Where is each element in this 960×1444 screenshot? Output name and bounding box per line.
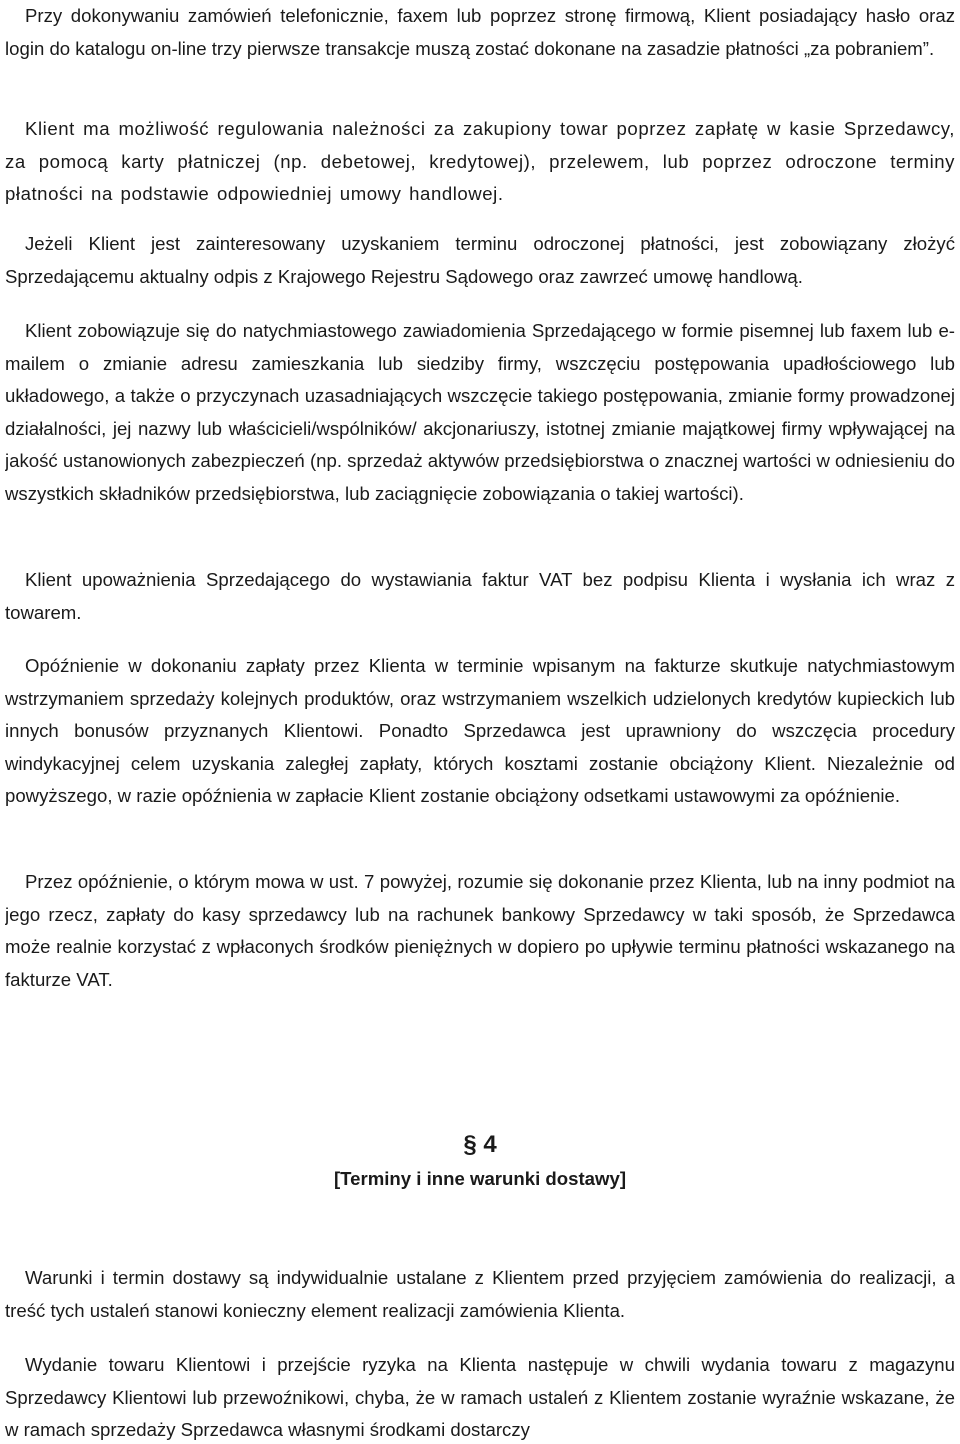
section-number: § 4 (463, 1131, 497, 1158)
document-page (5, 0, 955, 1444)
paragraph-payment-delay: Opóźnienie w dokonaniu zapłaty przez Klienta w terminie wpisanym na fakturze skutkuje natychmiastowym wstrzymaniem sprzedaży kolejnych produktów, oraz wstrzymaniem wszelkich udzielonych kredytów kupieckich lub innych bonusów przyznanych Klientowi. Ponadto Sprzedawca jest uprawniony do wszczęcia procedury windykacyjnej celem uzyskania zaległej zapłaty, których kosztami zostanie obciążony Klient. Niezależnie od powyższego, w razie opóźnienia w zapłacie Klient zostanie obciążony odsetkami ustawowymi za opóźnienie. (5, 655, 955, 807)
paragraph-delay-definition: Przez opóźnienie, o którym mowa w ust. 7 powyżej, rozumie się dokonanie przez Klienta, lub na inny podmiot na jego rzecz, zapłaty do kasy sprzedawcy lub na rachunek bankowy Sprzedawcy w taki sposób, że Sprzedawca może realnie korzystać z wpłaconych środków pieniężnych w dopiero po upływie terminu płatności wskazanego na fakturze VAT. (5, 871, 955, 990)
paragraph-deferred-payment: Jeżeli Klient jest zainteresowany uzyskaniem terminu odroczonej płatności, jest zobowiązany złożyć Sprzedającemu aktualny odpis z Krajowego Rejestru Sądowego oraz zawrzeć umowę handlową. (5, 233, 955, 287)
paragraph-delivery-terms: Warunki i termin dostawy są indywidualnie ustalane z Klientem przed przyjęciem zamówienia do realizacji, a treść tych ustaleń stanowi konieczny element realizacji zamówienia Klienta. (5, 1267, 955, 1321)
paragraph-vat-invoices: Klient upoważnienia Sprzedającego do wystawiania faktur VAT bez podpisu Klienta i wysłania ich wraz z towarem. (5, 569, 955, 623)
paragraph-payment-methods: Klient ma możliwość regulowania należności za zakupiony towar poprzez zapłatę w kasie Sprzedawcy, za pomocą karty płatniczej (np. debetowej, kredytowej), przelewem, lub poprzez odroczone terminy płatności na podstawie odpowiedniej umowy handlowej. (5, 118, 955, 205)
paragraph-payment-cod: Przy dokonywaniu zamówień telefonicznie, faxem lub poprzez stronę firmową, Klient posiadający hasło oraz login do katalogu on-line trzy pierwsze transakcje muszą zostać dokonane na zasadzie płatności „za pobraniem”. (5, 5, 955, 59)
paragraph-client-notification: Klient zobowiązuje się do natychmiastowego zawiadomienia Sprzedającego w formie pisemnej lub faxem lub e-mailem o zmianie adresu zamieszkania lub siedziby firmy, wszczęciu postępowania upadłościowego lub układowego, a także o przyczynach uzasadniających wszczęcie takiego postępowania, zmianie formy prowadzonej działalności, jej nazwy lub właścicieli/wspólników/ akcjonariuszy, istotnej zmianie majątkowej firmy wpływającej na jakość ustanowionych zabezpieczeń (np. sprzedaż aktywów przedsiębiorstwa o znacznej wartości w odniesieniu do wszystkich składników przedsiębiorstwa, lub zaciągnięcie zobowiązania o takiej wartości). (5, 320, 955, 504)
paragraph-goods-release: Wydanie towaru Klientowi i przejście ryzyka na Klienta następuje w chwili wydania towaru z magazynu Sprzedawcy Klientowi lub przewoźnikowi, chyba, że w ramach ustaleń z Klientem zostanie wyraźnie wskazane, że w ramach sprzedaży Sprzedawca własnymi środkami dostarczy (5, 1354, 955, 1441)
section-title: [Terminy i inne warunki dostawy] (333, 1168, 627, 1189)
